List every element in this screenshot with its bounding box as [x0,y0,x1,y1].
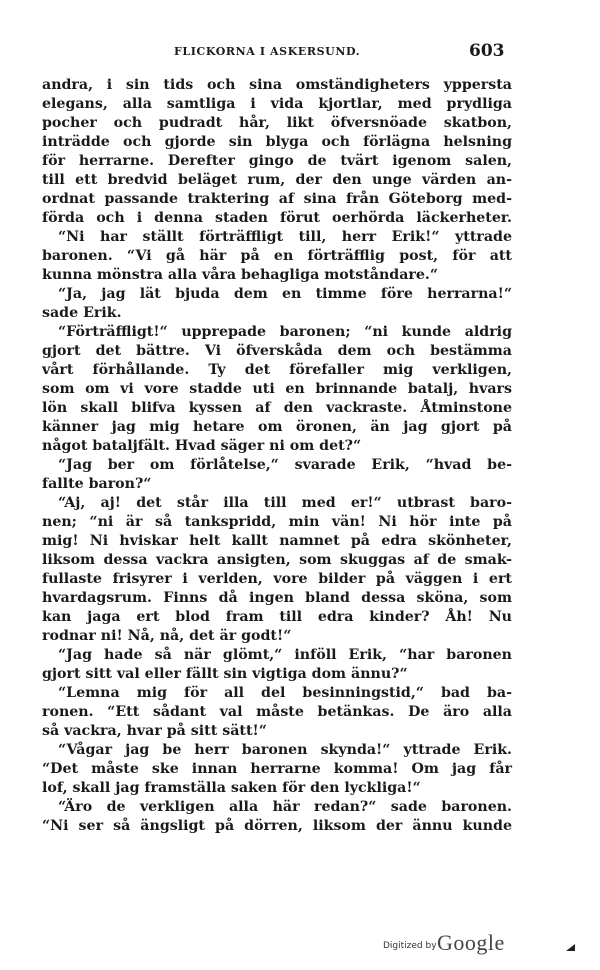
text-line: “Äro de verkligen alla här redan?“ sade baronen. [58,799,512,815]
text-line: för herrarne. Derefter gingo de tvärt igenom salen, [42,153,512,169]
page-number: 603 [469,41,505,61]
triangle-pointer-icon [566,942,576,952]
page-body-text [42,76,512,836]
digitized-by-label: Digitized by [383,941,437,951]
text-line: “Det måste ske innan herrarne komma! Om jag får [42,761,512,777]
text-line: mig! Ni hviskar helt kallt namnet på edra skönheter, [42,533,512,549]
text-line: ronen. “Ett sådant val måste betänkas. De äro alla [42,704,512,720]
text-line: andra, i sin tids och sina omständigheters yppersta [42,77,512,93]
text-line: lön skall blifva kyssen af den vackraste. Åtminstone [42,400,512,416]
running-title: FLICKORNA I ASKERSUND. [174,45,361,58]
text-line: gjort sitt val eller fällt sin vigtiga dom ännu?“ [42,666,408,682]
text-line: “Ni har ställt förträffligt till, herr Erik!“ yttrade [58,229,512,245]
text-line: baronen. “Vi gå här på en förträfflig post, för att [42,248,512,264]
text-line: till ett bredvid beläget rum, der den unge värden an- [42,172,512,188]
text-line: pocher och pudradt hår, likt öfversnöade skatbon, [42,115,512,131]
text-line: ordnat passande traktering af sina från Göteborg med- [42,191,512,207]
text-line: rodnar ni! Nå, nå, det är godt!“ [42,628,292,644]
text-line: förda och i denna staden förut oerhörda läckerheter. [42,210,512,226]
text-line: vårt förhållande. Ty det förefaller mig verkligen, [42,362,512,378]
text-line: elegans, alla samtliga i vida kjortlar, med prydliga [42,96,512,112]
text-line: “Jag ber om förlåtelse,“ svarade Erik, “hvad be- [58,457,512,473]
text-line: “Aj, aj! det står illa till med er!“ utbrast baro- [58,495,512,511]
running-head [0,41,600,63]
text-line: något bataljfält. Hvad säger ni om det?“ [42,438,362,454]
text-line: känner jag mig hetare om öronen, än jag gjort på [42,419,512,435]
text-line: “Ni ser så ängsligt på dörren, liksom der ännu kunde [42,818,512,834]
google-logo: Google [437,930,505,955]
text-line: nen; “ni är så tankspridd, min vän! Ni hör inte på [42,514,512,530]
text-line: hvardagsrum. Finns då ingen bland dessa sköna, som [42,590,512,606]
text-line: fallte baron?“ [42,476,152,492]
text-line: “Vågar jag be herr baronen skynda!“ yttrade Erik. [58,742,512,758]
text-line: liksom dessa vackra ansigten, som skuggas af de smak- [42,552,512,568]
text-line: fullaste frisyrer i verlden, vore bilder på väggen i ert [42,571,512,587]
text-line: lof, skall jag framställa saken för den lyckliga!“ [42,780,421,796]
text-line: kunna mönstra alla våra behagliga motståndare.“ [42,267,438,283]
text-line: “Förträffligt!“ upprepade baronen; “ni kunde aldrig [58,324,512,340]
text-line: så vackra, hvar på sitt sätt!“ [42,723,267,739]
text-line: sade Erik. [42,305,122,321]
digitized-by-google-watermark [383,930,523,958]
text-line: gjort det bättre. Vi öfverskåda dem och bestämma [42,343,512,359]
text-line: inträdde och gjorde sin blyga och förlägna helsning [42,134,512,150]
text-line: “Lemna mig för all del besinningstid,“ bad ba- [58,685,512,701]
text-line: som om vi vore stadde uti en brinnande batalj, hvars [42,381,512,397]
text-line: kan jaga ert blod fram till edra kinder? Åh! Nu [42,609,512,625]
text-line: “Jag hade så när glömt,“ inföll Erik, “har baronen [58,647,512,663]
text-line: “Ja, jag lät bjuda dem en timme före herrarna!“ [58,286,512,302]
